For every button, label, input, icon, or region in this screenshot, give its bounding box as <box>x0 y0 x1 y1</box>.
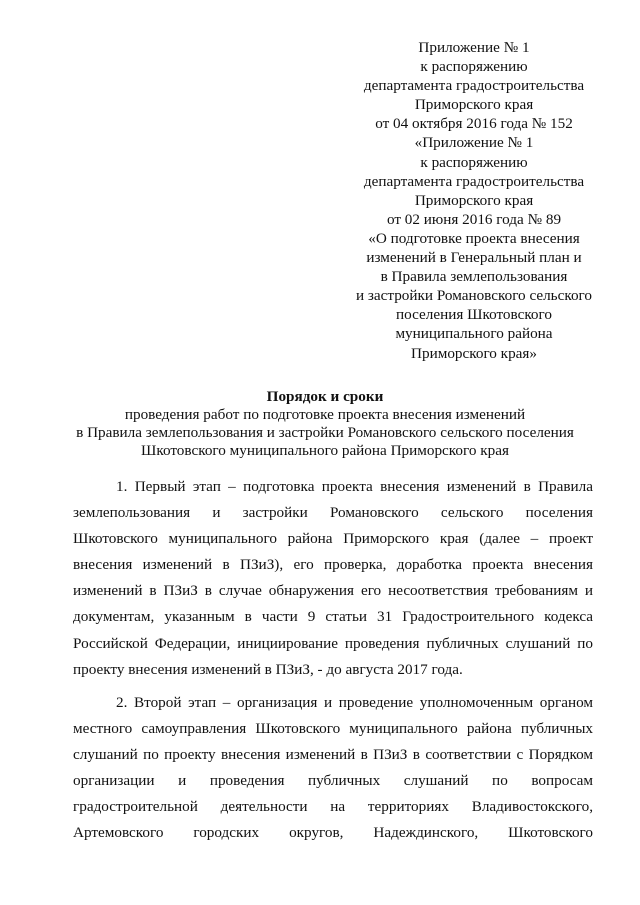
text-line: 1. Первый этап – подготовка проекта внесения изменений в Правила <box>116 478 593 495</box>
document-body <box>73 474 593 846</box>
paragraph-stage-1 <box>73 474 593 683</box>
text-line: внесения изменений в ПЗиЗ), его проверка, доработка проекта внесения <box>73 556 593 574</box>
appendix-header <box>338 38 610 363</box>
header-line: «Приложение № 1 <box>414 134 534 152</box>
header-line: «О подготовке проекта внесения <box>368 229 580 247</box>
title-heading: Порядок и сроки <box>266 388 384 405</box>
title-subtitle-line: проведения работ по подготовке проекта внесения изменений <box>124 406 526 423</box>
header-line: к распоряжению <box>420 58 528 76</box>
text-line: Артемовского городских округов, Надеждинского, Шкотовского <box>73 824 593 842</box>
text-line: землепользования и застройки Романовского сельского поселения <box>73 504 593 522</box>
header-line: поселения Шкотовского <box>396 306 552 324</box>
header-line: департамента градостроительства <box>363 172 585 190</box>
header-line: департамента градостроительства <box>363 77 585 95</box>
header-line: Приморского края <box>414 191 534 209</box>
title-subtitle-line: Шкотовского муниципального района Приморского края <box>141 442 509 459</box>
header-line: к распоряжению <box>420 153 528 171</box>
header-line: и застройки Романовского сельского <box>355 287 592 305</box>
text-line: градостроительной деятельности на территориях Владивостокского, <box>73 798 593 816</box>
header-line: Приморского края <box>414 96 534 114</box>
paragraph-stage-2 <box>73 690 593 847</box>
text-line: слушаний по проекту внесения изменений в ПЗиЗ в соответствии с Порядком <box>73 745 593 763</box>
header-line: изменений в Генеральный план и <box>366 249 582 267</box>
header-line: в Правила землепользования <box>380 268 568 286</box>
header-line: от 04 октября 2016 года № 152 <box>375 115 573 133</box>
text-line: местного самоуправления Шкотовского муниципального района публичных <box>73 719 593 737</box>
header-line: Приморского края» <box>411 344 537 362</box>
text-line: Шкотовского муниципального района Приморского края (далее – проект <box>73 530 593 548</box>
document-title <box>40 388 610 460</box>
header-line: Приложение № 1 <box>418 39 530 56</box>
title-subtitle-line: в Правила землепользования и застройки Романовского сельского поселения <box>76 424 574 441</box>
text-line: организации и проведения публичных слушаний по вопросам <box>73 772 593 790</box>
text-line: проекту внесения изменений в ПЗиЗ, - до августа 2017 года. <box>73 660 463 678</box>
text-line: 2. Второй этап – организация и проведение уполномоченным органом <box>116 693 593 711</box>
text-line: изменений в ПЗиЗ в случае обнаружения его несоответствия требованиям и <box>73 582 593 600</box>
text-line: документам, указанным в части 9 статьи 31 Градостроительного кодекса <box>73 608 593 626</box>
text-line: Российской Федерации, инициирование проведения публичных слушаний по <box>73 634 593 652</box>
header-line: муниципального района <box>395 325 553 343</box>
header-line: от 02 июня 2016 года № 89 <box>386 210 562 228</box>
